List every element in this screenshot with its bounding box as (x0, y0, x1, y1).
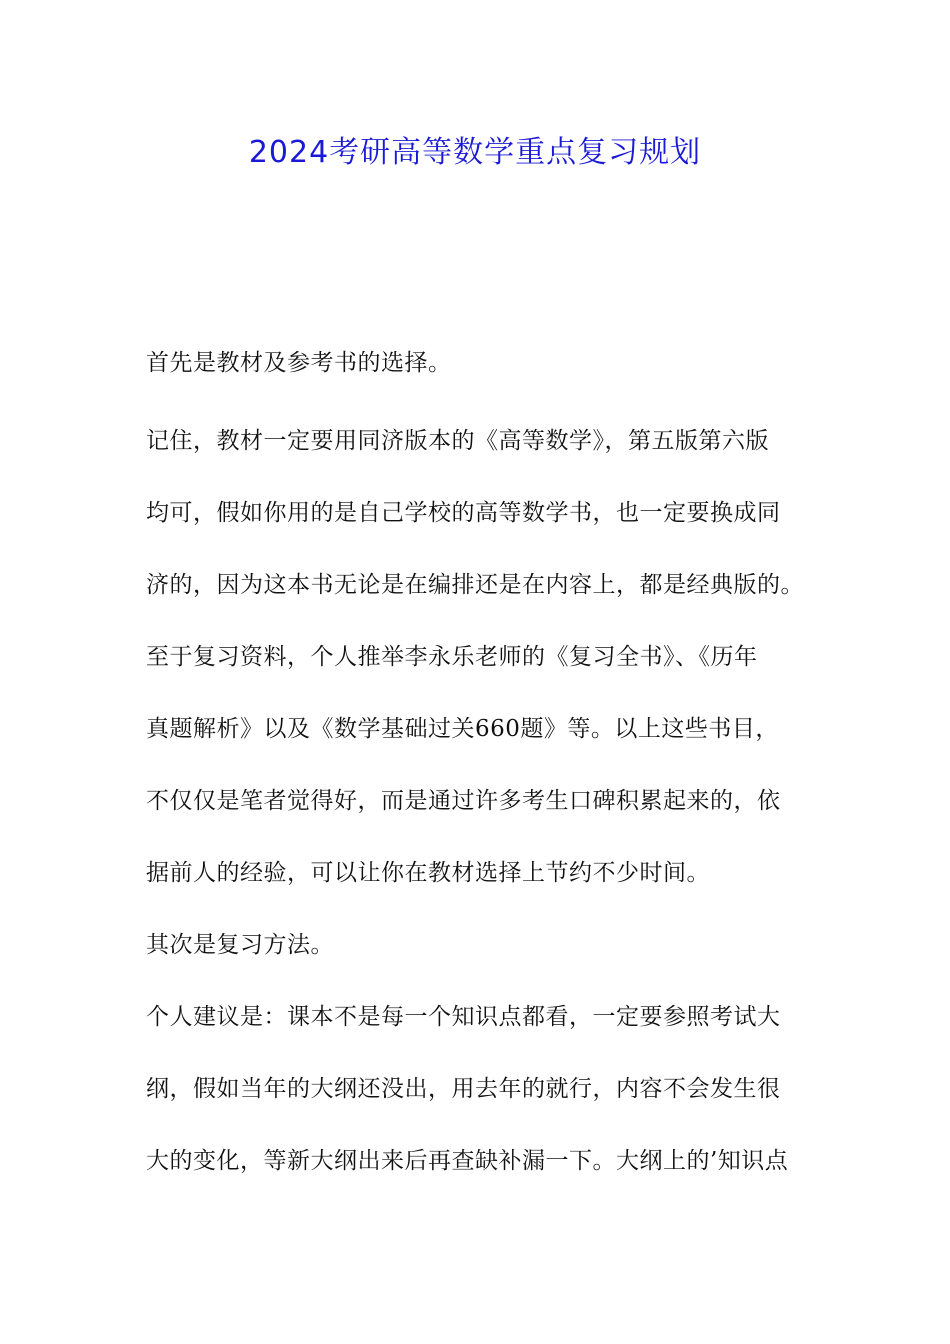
paragraph-line: 不仅仅是笔者觉得好，而是通过许多考生口碑积累起来的，依 (146, 788, 781, 814)
paragraph-line: 均可，假如你用的是自己学校的高等数学书，也一定要换成同 (146, 500, 781, 526)
document-body (146, 336, 826, 1188)
paragraph-line: 济的，因为这本书无论是在编排还是在内容上，都是经典版的。 (146, 572, 804, 598)
paragraph-line: 其次是复习方法。 (146, 932, 334, 958)
paragraph-line: 个人建议是：课本不是每一个知识点都看，一定要参照考试大 (146, 1004, 781, 1030)
paragraph-line: 纲，假如当年的大纲还没出，用去年的就行，内容不会发生很 (146, 1076, 781, 1102)
paragraph-line: 真题解析》以及《数学基础过关660题》等。以上这些书目， (146, 716, 779, 742)
paragraph-line: 首先是教材及参考书的选择。 (146, 350, 452, 376)
paragraph-line: 至于复习资料，个人推举李永乐老师的《复习全书》、《历年 (146, 644, 758, 670)
paragraph-line: 大的变化，等新大纲出来后再查缺补漏一下。大纲上的’知识点 (146, 1148, 789, 1174)
document-title: 2024考研高等数学重点复习规划 (248, 135, 702, 170)
paragraph-line: 据前人的经验，可以让你在教材选择上节约不少时间。 (146, 860, 710, 886)
paragraph-line: 记住，教材一定要用同济版本的《高等数学》，第五版第六版 (146, 428, 769, 454)
